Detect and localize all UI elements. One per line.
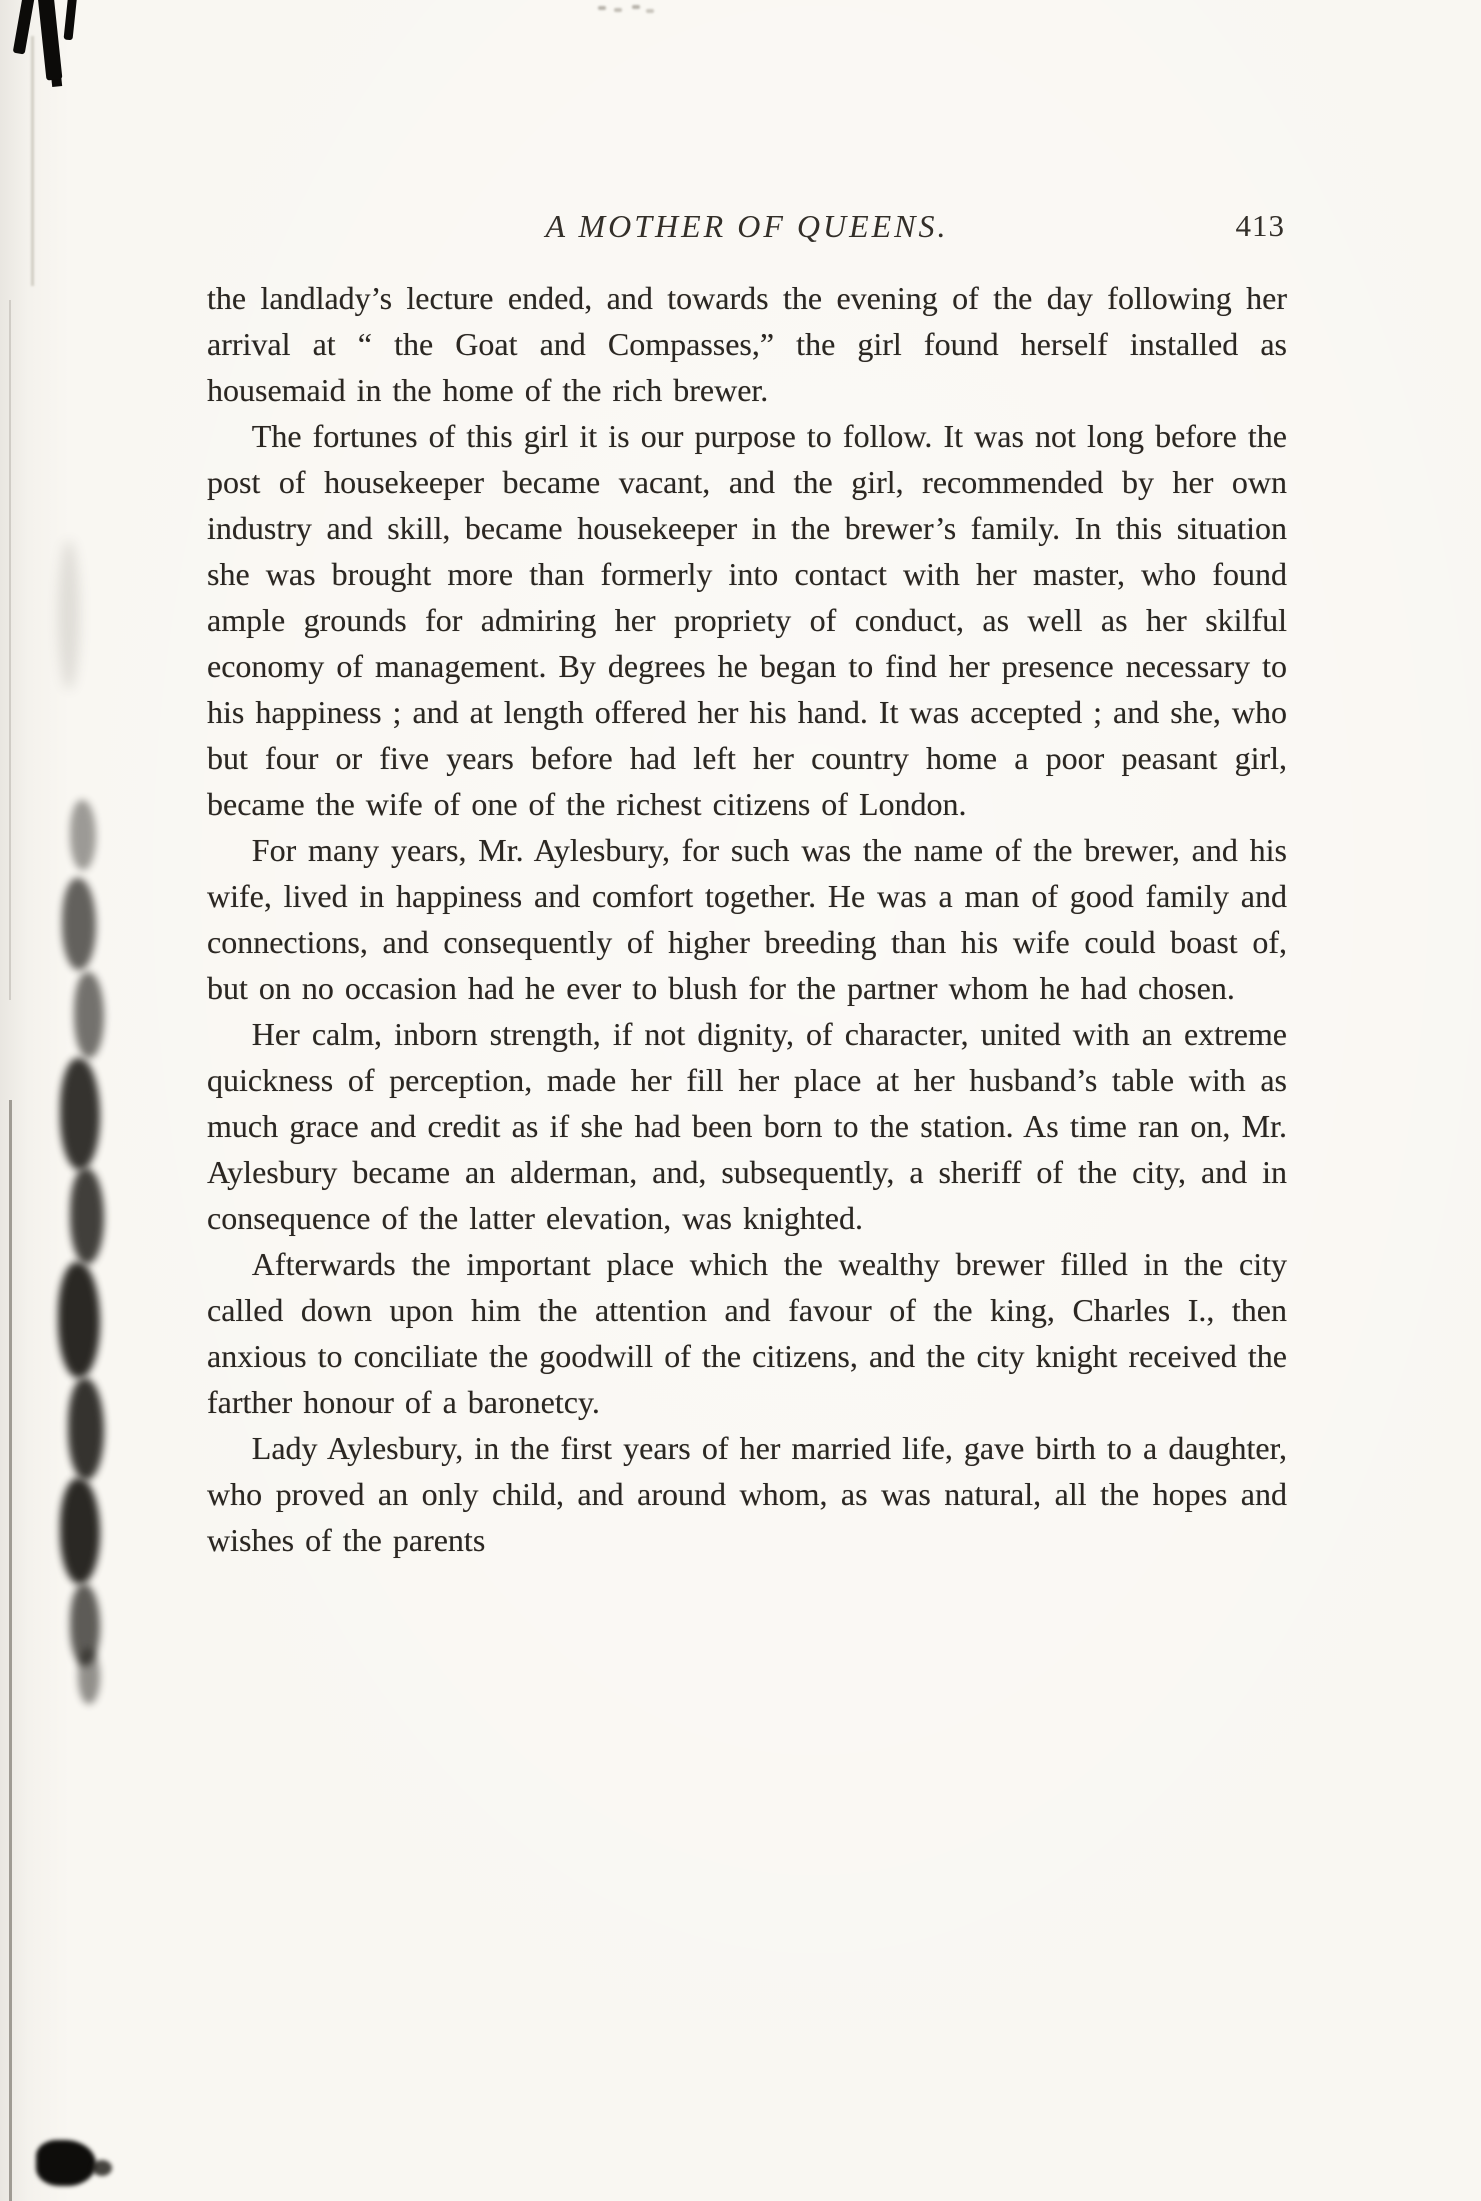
paragraph: Lady Aylesbury, in the first years of her married life, gave birth to a daughter, who proved an only child, and around whom, as was natural, all the hopes and wishes of the parents: [207, 1430, 1287, 1558]
paragraph: The fortunes of this girl it is our purpose to follow. It was not long before the post of housekeeper became vacant, and the girl, recommended by her own industry and skill, became housekeeper in the brewer’s family. In this situation she was brought more than formerly into contact with her master, who found ample grounds for admiring her propriety of conduct, as well as her skilful economy of management. By degrees he began to find her presence necessary to his happiness ; and at length offered her his hand. It was accepted ; and she, who but four or five years before had left her country home a poor peasant girl, became the wife of one of the richest citizens of London.: [207, 418, 1287, 822]
scan-artifact-fold-line: [31, 36, 34, 286]
scan-artifact-binding-smudge: [70, 1584, 100, 1666]
scan-artifact-binding-smudge: [58, 1262, 100, 1378]
text-block: [207, 208, 1287, 1563]
body-text: [207, 275, 1287, 1563]
scan-artifact-page-edge: [9, 300, 11, 1000]
page-number: 413: [1235, 208, 1285, 243]
scan-artifact-pen-mark: [38, 0, 63, 81]
scan-artifact-page-edge: [9, 1100, 12, 2201]
paragraph: Afterwards the important place which the wealthy brewer filled in the city called down upon him the attention and favour of the king, Charles I., then anxious to conciliate the goodwill of the citizens, and the city knight received the farther honour of a baronetcy.: [207, 1246, 1287, 1420]
paragraph: For many years, Mr. Aylesbury, for such was the name of the brewer, and his wife, lived in happiness and comfort together. He was a man of good family and connections, and consequently of higher breeding than his wife could boast of, but on no occasion had he ever to blush for the partner whom he had chosen.: [207, 832, 1287, 1006]
paragraph: the landlady’s lecture ended, and towards the evening of the day following her arrival at “ the Goat and Compasses,” the girl found herself installed as housemaid in the home of the rich brewer.: [207, 280, 1287, 408]
scan-artifact-binding-smudge: [60, 1058, 100, 1170]
scan-artifact-binding-smudge: [70, 1168, 104, 1264]
scan-artifact-binding-smudge: [62, 878, 96, 970]
scan-artifact-faint-mark: [598, 6, 606, 10]
scan-artifact-ink-blob: [36, 2140, 96, 2186]
scan-artifact-pen-mark: [13, 0, 36, 55]
paragraph: Her calm, inborn strength, if not dignity, of character, united with an extreme quickness of perception, made her fill her place at her husband’s table with as much grace and credit as if she had been born to the station. As time ran on, Mr. Aylesbury became an alderman, and, subsequently, a sheriff of the city, and in consequence of the latter elevation, was knighted.: [207, 1016, 1287, 1236]
scan-artifact-binding-smudge: [70, 800, 96, 870]
scan-artifact-binding-smudge: [74, 972, 104, 1058]
scan-artifact-binding-smudge: [60, 1478, 100, 1584]
scan-artifact-ink-blob: [92, 2160, 112, 2176]
scan-artifact-smear: [58, 540, 80, 690]
scan-artifact-pen-mark: [64, 0, 78, 40]
running-header: [207, 208, 1287, 245]
scan-artifact-binding-smudge: [78, 1648, 100, 1704]
scan-artifact-binding-smudge: [68, 1378, 104, 1480]
page-title: A MOTHER OF QUEENS.: [545, 208, 949, 244]
